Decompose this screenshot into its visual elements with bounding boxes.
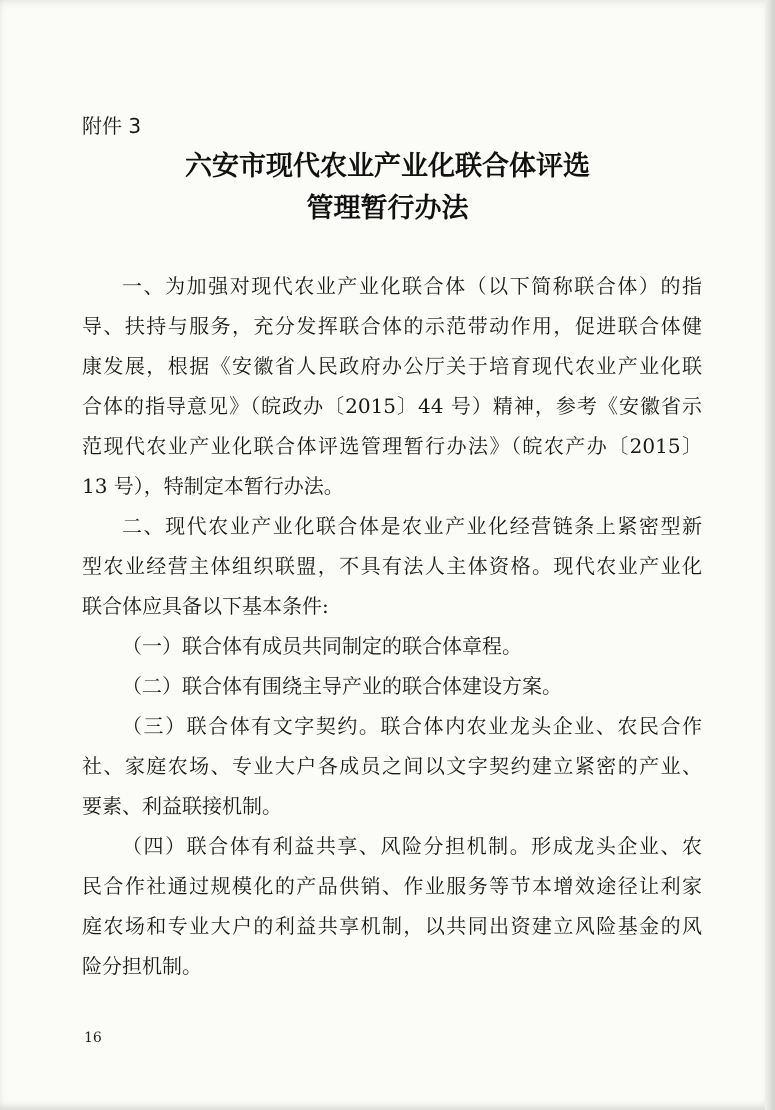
paragraph-line: 13 号），特制定本暂行办法。 — [82, 474, 344, 498]
document-title-line-2: 管理暂行办法 — [306, 193, 469, 224]
paragraph-line: 合体的指导意见》（皖政办〔2015〕44 号）精神，参考《安徽省示 — [82, 394, 702, 418]
paragraph-line: （一）联合体有成员共同制定的联合体章程。 — [122, 634, 522, 658]
paragraph-line: （三）联合体有文字契约。联合体内农业龙头企业、农民合作 — [122, 714, 702, 738]
paragraph-line: 联合体应具备以下基本条件: — [82, 594, 329, 618]
paragraph-line: （二）联合体有围绕主导产业的联合体建设方案。 — [122, 674, 562, 698]
paragraph-line: 险分担机制。 — [82, 954, 202, 978]
page-number: 16 — [84, 1030, 102, 1046]
paragraph-line: 范现代农业产业化联合体评选管理暂行办法》（皖农产办〔2015〕 — [82, 434, 702, 458]
attachment-label: 附件 3 — [82, 114, 142, 138]
paragraph-line: 社、家庭农场、专业大户各成员之间以文字契约建立紧密的产业、 — [82, 754, 702, 778]
paragraph-line: 导、扶持与服务，充分发挥联合体的示范带动作用，促进联合体健 — [82, 314, 702, 338]
document-title-line-1: 六安市现代农业产业化联合体评选 — [185, 151, 590, 182]
paragraph-line: 一、为加强对现代农业产业化联合体（以下简称联合体）的指 — [122, 274, 702, 298]
paragraph-line: 二、现代农业产业化联合体是农业产业化经营链条上紧密型新 — [122, 514, 702, 538]
paragraph-line: 型农业经营主体组织联盟，不具有法人主体资格。现代农业产业化 — [82, 554, 702, 578]
paragraph-line: 民合作社通过规模化的产品供销、作业服务等节本增效途径让利家 — [82, 874, 702, 898]
paragraph-line: 康发展，根据《安徽省人民政府办公厅关于培育现代农业产业化联 — [82, 354, 702, 378]
document-body — [82, 266, 702, 986]
paragraph-line: （四）联合体有利益共享、风险分担机制。形成龙头企业、农 — [122, 834, 702, 858]
paragraph-line: 要素、利益联接机制。 — [82, 794, 282, 818]
paragraph-line: 庭农场和专业大户的利益共享机制，以共同出资建立风险基金的风 — [82, 914, 702, 938]
